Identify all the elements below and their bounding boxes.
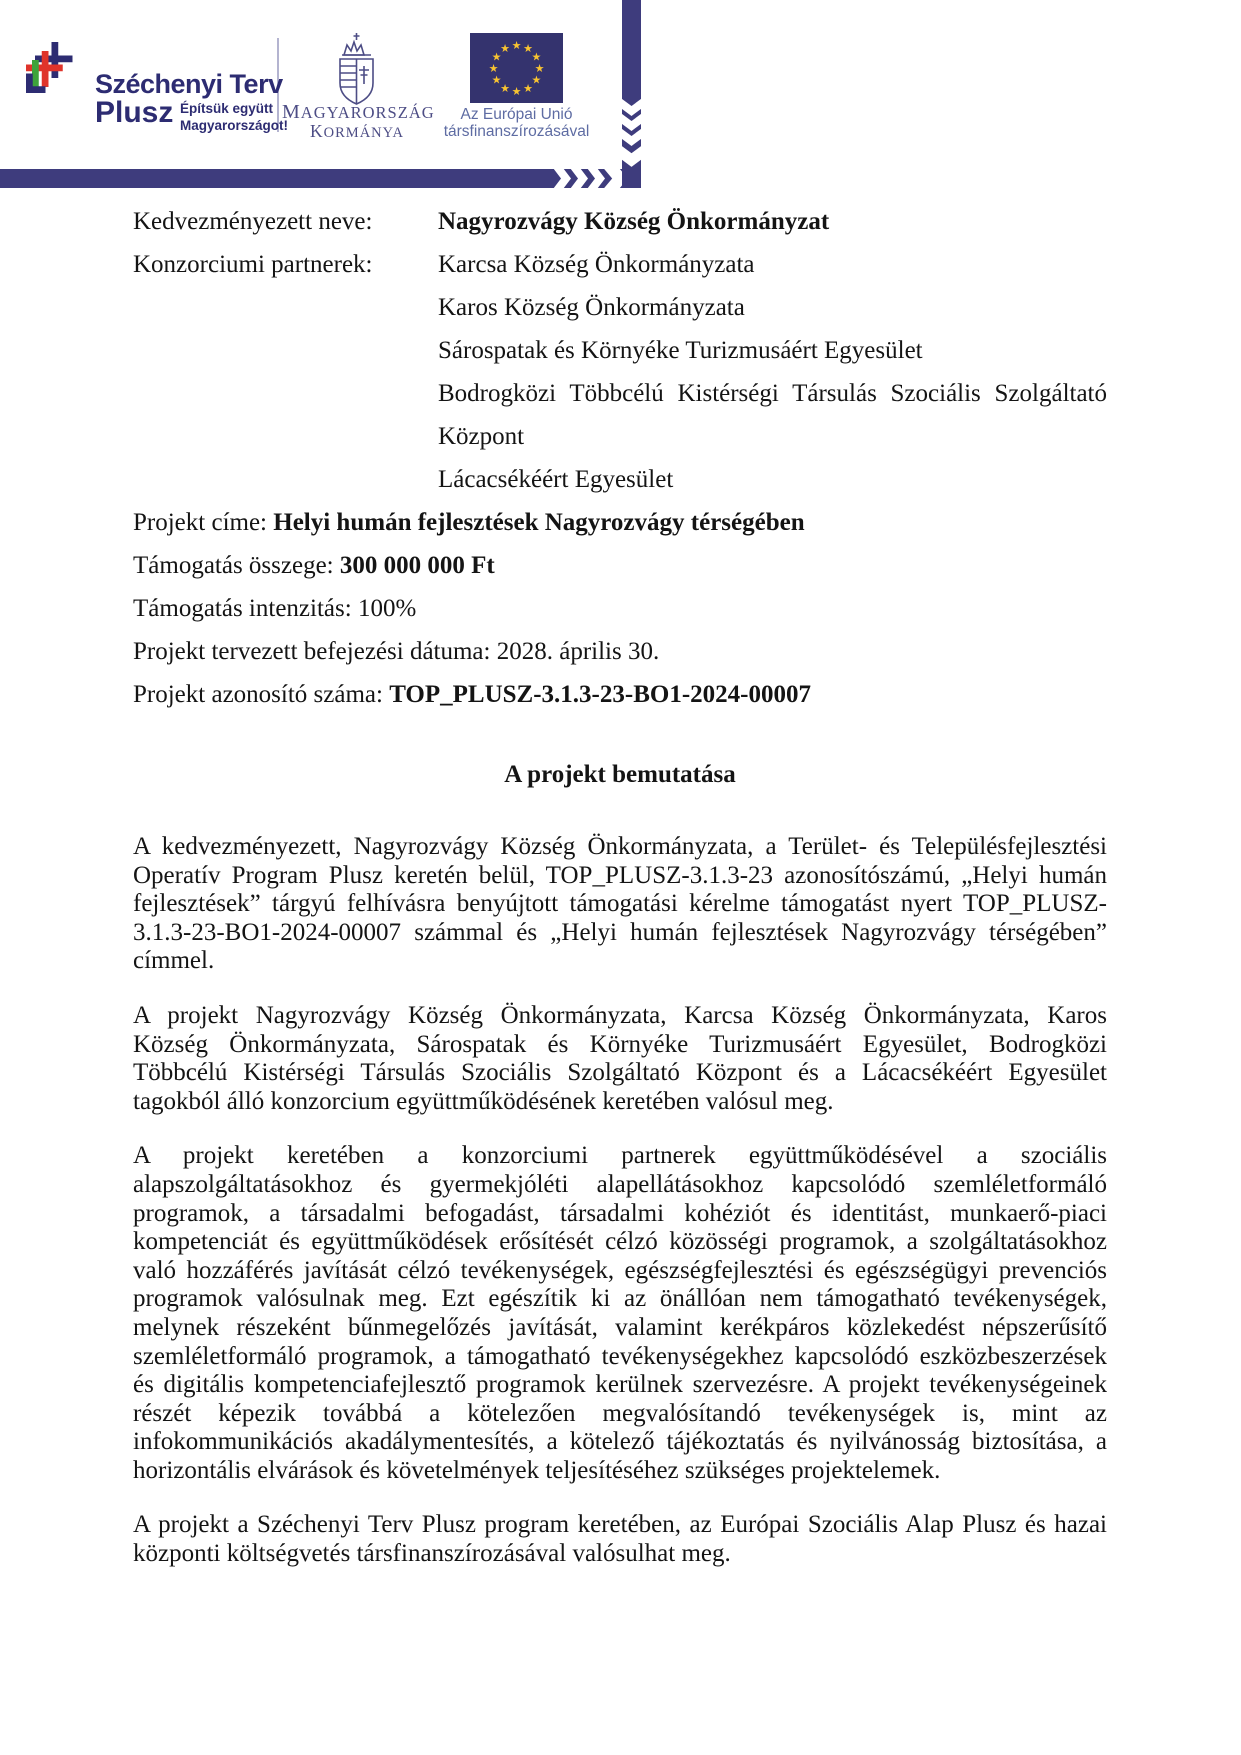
header [0,0,1241,188]
beneficiary-label: Kedvezményezett neve: [133,208,373,235]
partner-entry [438,372,1107,458]
header-graphics [0,0,1241,200]
szechenyi-tagline: Magyarországot! [180,118,289,133]
paragraph-line: és digitális kompetenciafejlesztő programok kerülnek szervezésre. A projekt tevékenységeinek [133,1371,1107,1399]
partner-entry [438,286,1107,329]
paragraph-line: programok valósulnak meg. Ezt egészítik ki az önállóan nem támogatható tevékenységek, [133,1285,1107,1313]
eu-star-icon: ★ [491,73,502,87]
paragraph-line: programok, a társadalmi befogadást, társadalmi kohéziót és identitást, munkaerő-piaci [133,1199,1107,1227]
eu-caption-line1: Az Európai Unió [460,106,573,123]
info-field [133,587,1107,630]
eu-star-icon: ★ [511,85,522,98]
paragraph-line: központi költségvetés társfinanszírozásával valósulhat meg. [133,1540,731,1568]
info-field [133,673,1107,716]
beneficiary-value: Nagyrozvágy Község Önkormányzat [438,208,830,235]
szechenyi-title: Széchenyi Terv [95,69,283,99]
info-fields [133,501,1107,716]
field-value: 300 000 000 Ft [339,552,495,579]
info-field [133,501,1107,544]
paragraph-line: kompetenciát és együttműködések erősítését célzó közösségi programok, a szolgáltatásokhoz [133,1228,1107,1256]
eu-star-icon: ★ [534,62,545,75]
field-value: 100% [357,595,417,622]
paragraph-line: részét képezik továbbá a kötelezően megvalósítandó tevékenységek is, mint az [133,1399,1107,1427]
partner-entry [438,243,1107,286]
eu-star-icon: ★ [531,50,542,64]
field-label: Támogatás összege: [133,552,340,579]
field-label: Projekt azonosító száma: [133,681,390,708]
eu-caption-line2: társfinanszírozásával [443,123,590,140]
partner-line: Sárospatak és Környéke Turizmusáért Egyesület [438,337,923,364]
beneficiary-row [133,200,1107,243]
partner-entry [438,458,1107,501]
paragraph-line: A projekt a Széchenyi Terv Plusz program keretében, az Európai Szociális Alap Plusz és hazai [133,1511,1107,1539]
paragraph-line: alapszolgáltatásokhoz és gyermekjóléti alapellátásokhoz kapcsolódó szemléletformáló [133,1170,1107,1198]
project-info-block [133,200,1107,716]
paragraph-line: A projekt Nagyrozvágy Község Önkormányzata, Karcsa Község Önkormányzata, Karos [133,1001,1107,1029]
partners-row [133,243,1107,501]
eu-star-icon: ★ [511,39,522,52]
paragraph-line: infokommunikációs akadálymentesítés, a kötelező tájékoztatás és nyilvánosság biztosítása, a [133,1428,1107,1456]
partner-line: Központ [438,423,525,450]
partner-line: Karos Község Önkormányzata [438,294,745,321]
paragraph-line: fejlesztések” tárgyú felhívásra benyújtott támogatási kérelme támogatást nyert TOP_PLUSZ- [133,890,1107,918]
szechenyi-plusz: Plusz [95,96,174,129]
field-value: Helyi humán fejlesztések Nagyrozvágy térségében [273,509,805,536]
paragraph-line: A kedvezményezett, Nagyrozvágy Község Önkormányzata, a Terület- és Településfejlesztési [133,833,1107,860]
paragraph-line: A projekt keretében a konzorciumi partnerek együttműködésével a szociális [133,1142,1107,1170]
partner-line: Karcsa Község Önkormányzata [438,251,755,278]
field-label: Támogatás intenzitás: [133,595,358,622]
eu-star-icon: ★ [491,50,502,64]
partners-label: Konzorciumi partnerek: [133,251,373,278]
szechenyi-tagline: Építsük együtt [180,101,274,116]
eu-star-icon: ★ [488,62,499,75]
field-label: Projekt tervezett befejezési dátuma: [133,638,497,665]
paragraph [133,1511,1107,1568]
eu-star-icon: ★ [500,81,510,95]
paragraph-line: Többcélú Kistérségi Társulás Szociális Szolgáltató Központ és a Lácacsékéért Egyesület [133,1059,1107,1087]
partner-line: Lácacsékéért Egyesület [438,466,674,493]
section-title: A projekt bemutatása [504,761,736,788]
paragraph-line: tagokból álló konzorcium együttműködésének keretében valósul meg. [133,1087,834,1115]
eu-star-icon: ★ [500,42,510,56]
eu-star-icon: ★ [531,73,542,87]
info-field [133,630,1107,673]
paragraph-line: melynek részeként bűnmegelőzés javítását, valamint kerékpáros közlekedést népszerűsítő [133,1313,1107,1341]
info-field [133,544,1107,587]
partners-values [438,243,1107,501]
field-value: TOP_PLUSZ-3.1.3-23-BO1-2024-00007 [389,681,811,708]
szechenyi-mark-icon [26,42,73,93]
paragraph [133,833,1107,976]
paragraph-line: Község Önkormányzata, Sárospatak és Környéke Turizmusáért Egyesület, Bodrogközi [133,1030,1107,1058]
eu-star-icon: ★ [523,81,533,95]
field-label: Projekt címe: [133,509,274,536]
paragraph [133,1142,1107,1485]
government-label: KORMÁNYA [310,121,404,141]
paragraph [133,1002,1107,1116]
paragraph-line: horizontális elvárások és követelmények teljesítéséhez szükséges projektelemek. [133,1456,941,1484]
field-value: 2028. április 30. [496,638,660,665]
paragraph-line: való hozzáférés javítását célzó tevékenységek, egészségfejlesztési és egészségügyi prevenciós [133,1256,1107,1284]
government-label: MAGYARORSZÁG [282,101,435,123]
partner-line: Bodrogközi Többcélú Kistérségi Társulás Szociális Szolgáltató [438,380,1107,407]
eu-flag-caption [425,106,608,140]
body-paragraphs [133,833,1107,1569]
eu-flag-icon [470,33,563,103]
eu-star-icon: ★ [523,42,533,56]
paragraph-line: címmel. [133,947,215,975]
partner-entry [438,329,1107,372]
hungary-emblem-icon [340,33,373,104]
paragraph-line: Operatív Program Plusz keretén belül, TOP_PLUSZ-3.1.3-23 azonosítószámú, „Helyi humán [133,861,1107,889]
paragraph-line: szemléletformáló programok, a támogatható tevékenységekhez kapcsolódó eszközbeszerzések [133,1342,1107,1370]
paragraph-line: 3.1.3-23-BO1-2024-00007 számmal és „Helyi humán fejlesztések Nagyrozvágy térségében” [133,918,1107,946]
